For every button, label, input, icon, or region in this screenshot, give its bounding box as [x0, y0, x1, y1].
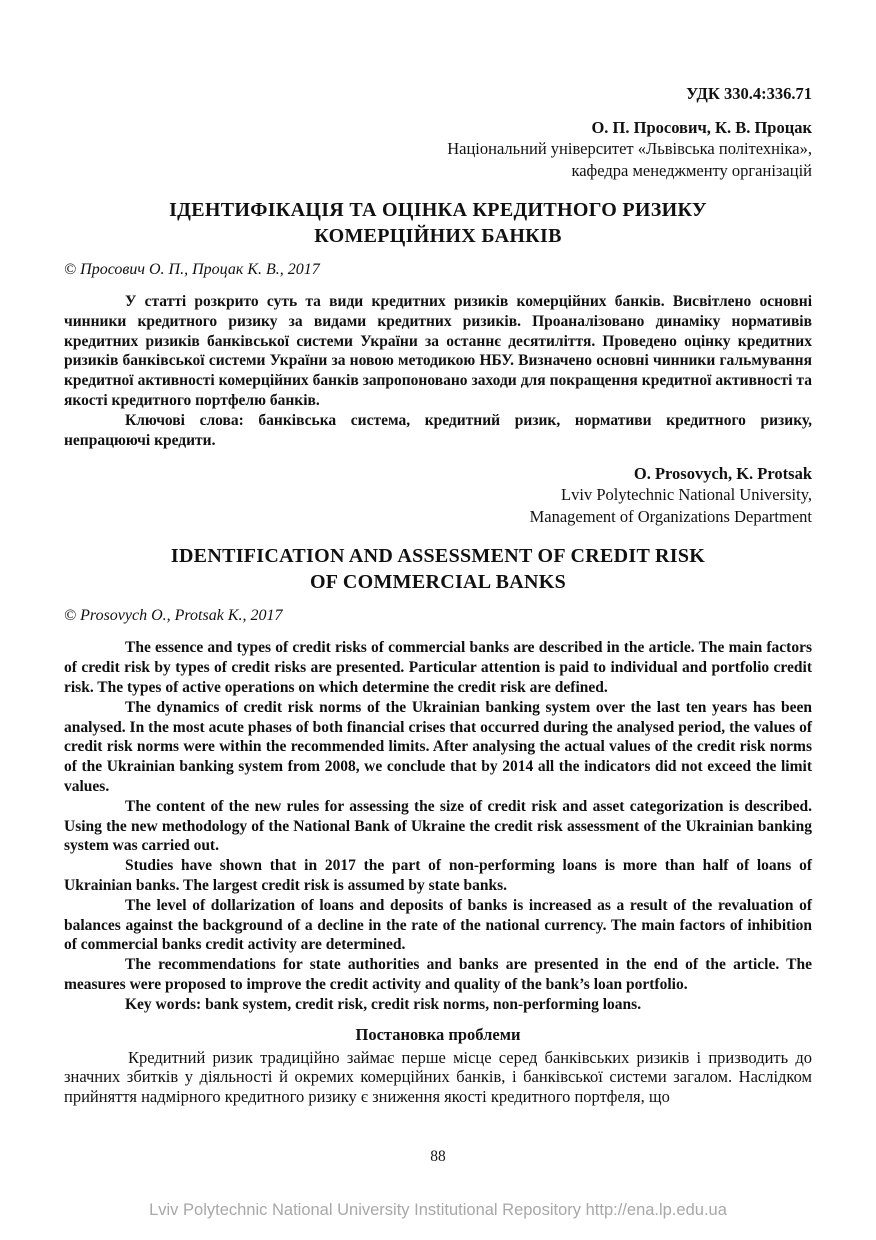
- page-number: 88: [430, 1148, 446, 1165]
- english-header: [64, 463, 812, 528]
- page-content: [64, 84, 812, 1107]
- article-title-ukrainian: [64, 197, 812, 249]
- abstract-english-paragraph: The essence and types of credit risks of commercial banks are described in the article. The main factors of credit risk by types of credit risks are presented. Particular attention is paid to individual and portfolio credit risk. The types of active operations on which determine the credit risk are defined.: [64, 639, 812, 696]
- abstract-english-paragraph: The dynamics of credit risk norms of the Ukrainian banking system over the last ten years has been analysed. In the most acute phases of both financial crises that occurred during the analysed period, the values of credit risk norms were within the recommended limits. After analysing the actual values of the credit risk norms of the Ukrainian banking system from 2008, we conclude that by 2014 all the indicators did not exceed the limit values.: [64, 698, 812, 795]
- authors-ukrainian: О. П. Просович, К. В. Процак: [591, 118, 812, 137]
- section-heading-problem-statement: Постановка проблеми: [355, 1024, 521, 1044]
- abstract-english-paragraph: The content of the new rules for assessing the size of credit risk and asset categorization is described. Using the new methodology of the National Bank of Ukraine the credit risk assessment of the Ukrainian banking system was carried out.: [64, 797, 812, 855]
- repository-footer: Lviv Polytechnic National University Institutional Repository http://ena.lp.edu.ua: [149, 1201, 727, 1219]
- affiliation-department-english: Management of Organizations Department: [529, 507, 812, 527]
- article-title-english-line1: IDENTIFICATION AND ASSESSMENT OF CREDIT RISK: [170, 545, 706, 568]
- keywords-english: Key words: bank system, credit risk, credit risk norms, non-performing loans.: [125, 995, 642, 1013]
- ukrainian-header: [64, 84, 812, 182]
- affiliation-department-ukrainian: кафедра менеджменту організацій: [571, 161, 812, 180]
- abstract-english: [64, 638, 812, 1014]
- affiliation-university-english: Lviv Polytechnic National University,: [561, 485, 812, 505]
- copyright-english: © Prosovych O., Protsak K., 2017: [64, 607, 283, 625]
- abstract-english-paragraph: Studies have shown that in 2017 the part of non-performing loans is more than half of loans of Ukrainian banks. The largest credit risk is assumed by state banks.: [64, 857, 812, 894]
- abstract-english-paragraph: The level of dollarization of loans and deposits of banks is increased as a result of the revaluation of balances against the background of a decline in the rate of the national currency. The main factors of inhibition of commercial banks credit activity are determined.: [64, 896, 812, 954]
- abstract-ukrainian-text: У статті розкрито суть та види кредитних ризиків комерційних банків. Висвітлено основні чинники кредитного ризику за видами кредитних ризиків. Проаналізовано динаміку нормативів кредитних ризиків банківської системи України за останнє десятиліття. Проведено оцінку кредитних ризиків банківської системи України за новою методикою НБУ. Визначено основні чинники гальмування кредитної активності комерційних банків запропоновано заходи для покращення кредитної активності та якості кредитного портфелю банків.: [64, 293, 812, 409]
- copyright-ukrainian: © Просович О. П., Процак К. В., 2017: [64, 261, 320, 278]
- article-title-ukrainian-line2: КОМЕРЦІЙНИХ БАНКІВ: [314, 225, 562, 247]
- affiliation-university-ukrainian: Національний університет «Львівська політехніка»,: [447, 139, 812, 158]
- article-title-ukrainian-line1: ІДЕНТИФІКАЦІЯ ТА ОЦІНКА КРЕДИТНОГО РИЗИКУ: [169, 199, 707, 221]
- keywords-ukrainian: Ключові слова: банківська система, кредитний ризик, нормативи кредитного ризику, непрацюючі кредити.: [64, 411, 812, 449]
- authors-english: O. Prosovych, K. Protsak: [633, 464, 812, 484]
- body-paragraph: Кредитний ризик традиційно займає перше місце серед банківських ризиків і призводить до значних збитків у діяльності й окремих комерційних банків, і банківської системи загалом. Наслідком прийняття надмірного кредитного ризику є зниження якості кредитного портфеля, що: [64, 1047, 812, 1107]
- article-title-english: [64, 543, 812, 595]
- udc-code: УДК 330.4:336.71: [686, 84, 812, 103]
- article-title-english-line2: OF COMMERCIAL BANKS: [309, 571, 567, 594]
- abstract-ukrainian: [64, 292, 812, 450]
- abstract-english-paragraph: The recommendations for state authorities and banks are presented in the end of the article. The measures were proposed to improve the credit activity and quality of the bank’s loan portfolio.: [64, 956, 812, 993]
